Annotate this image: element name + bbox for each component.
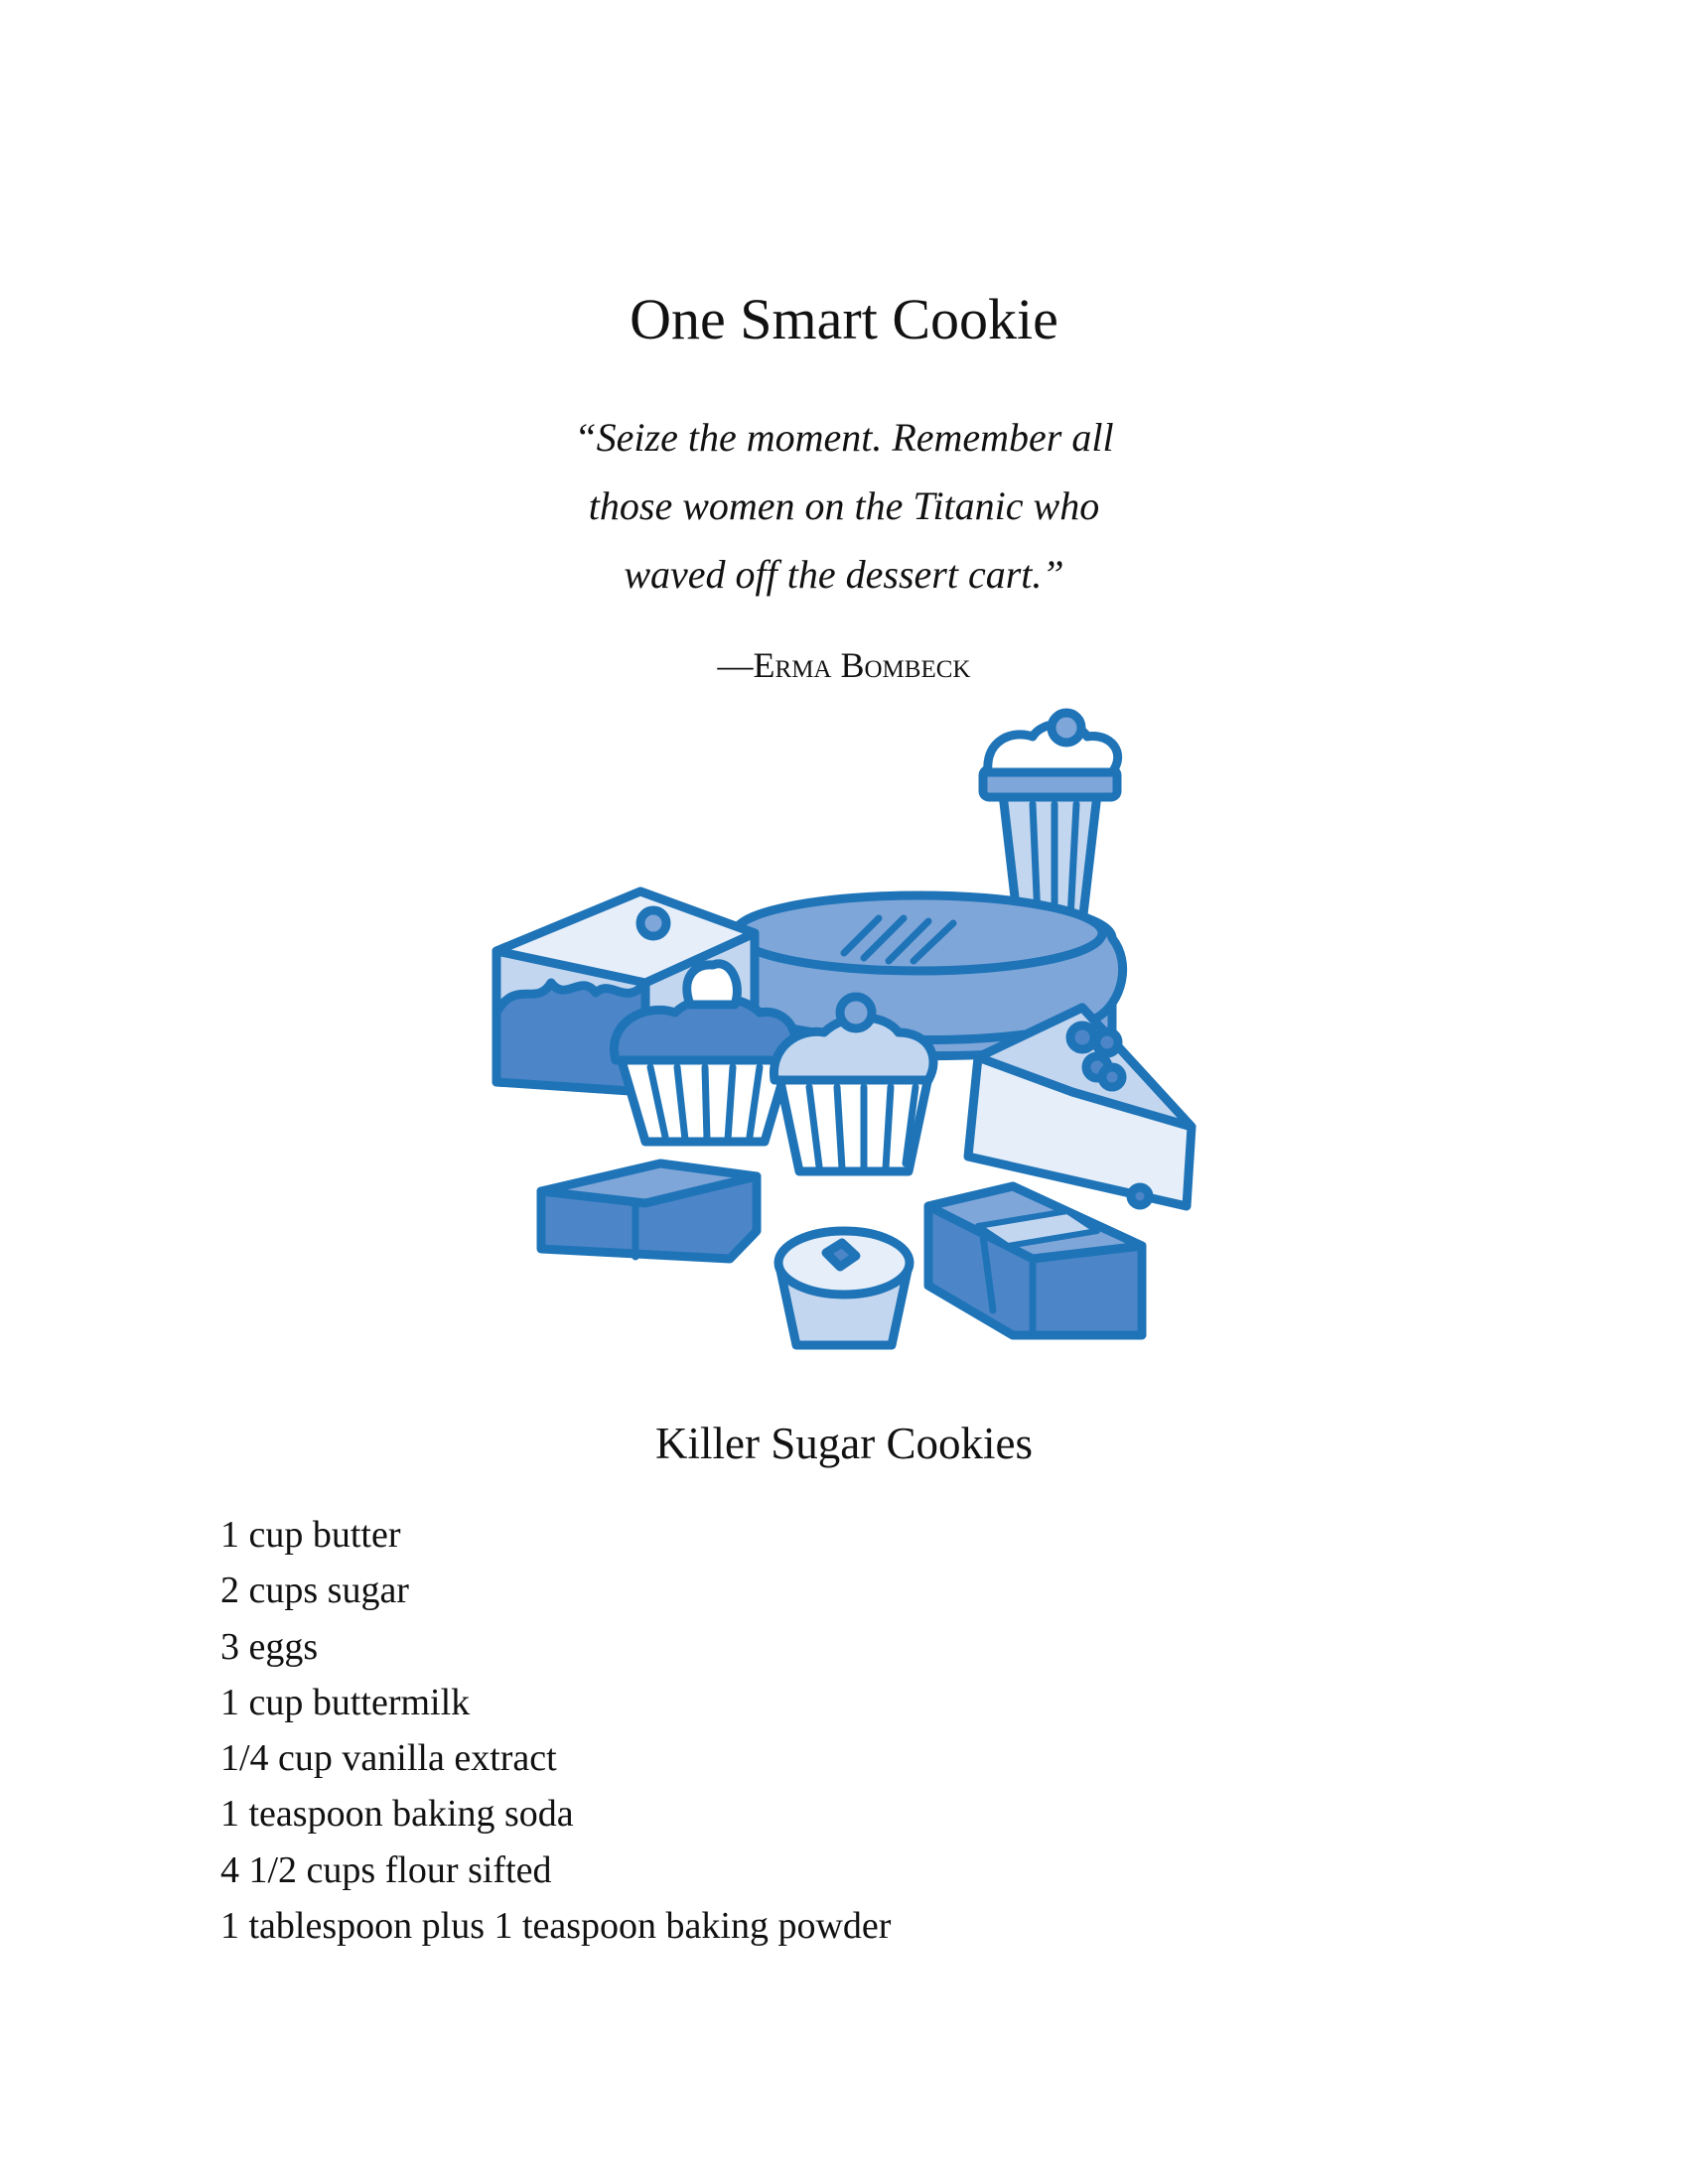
quote-line: waved off the dessert cart.”	[624, 552, 1064, 597]
quote-line: those women on the Titanic who	[588, 483, 1100, 528]
ingredient-item: 1/4 cup vanilla extract	[220, 1737, 557, 1780]
ingredient-item: 3 eggs	[220, 1625, 319, 1668]
page-title: One Smart Cookie	[630, 287, 1058, 351]
ingredient-item: 2 cups sugar	[220, 1570, 409, 1612]
parfait-cup-icon	[983, 713, 1118, 923]
ingredient-item: 1 cup butter	[220, 1514, 401, 1556]
ingredient-item: 4 1/2 cups flour sifted	[220, 1848, 552, 1891]
ingredient-item: 1 cup buttermilk	[220, 1681, 471, 1723]
quote-attribution: —Erma Bombeck	[717, 645, 971, 685]
desserts-illustration-icon	[487, 703, 1201, 1364]
brownie-icon	[541, 1163, 757, 1259]
ingredient-item: 1 tablespoon plus 1 teaspoon baking powder	[220, 1905, 892, 1948]
recipe-title: Killer Sugar Cookies	[655, 1419, 1033, 1468]
cake-block-icon	[928, 1186, 1142, 1335]
muffin-icon	[778, 1231, 910, 1345]
quote-line: “Seize the moment. Remember all	[574, 415, 1114, 460]
ingredient-item: 1 teaspoon baking soda	[220, 1793, 574, 1836]
epigraph-quote	[0, 403, 1688, 609]
ingredient-list	[220, 1507, 891, 1954]
